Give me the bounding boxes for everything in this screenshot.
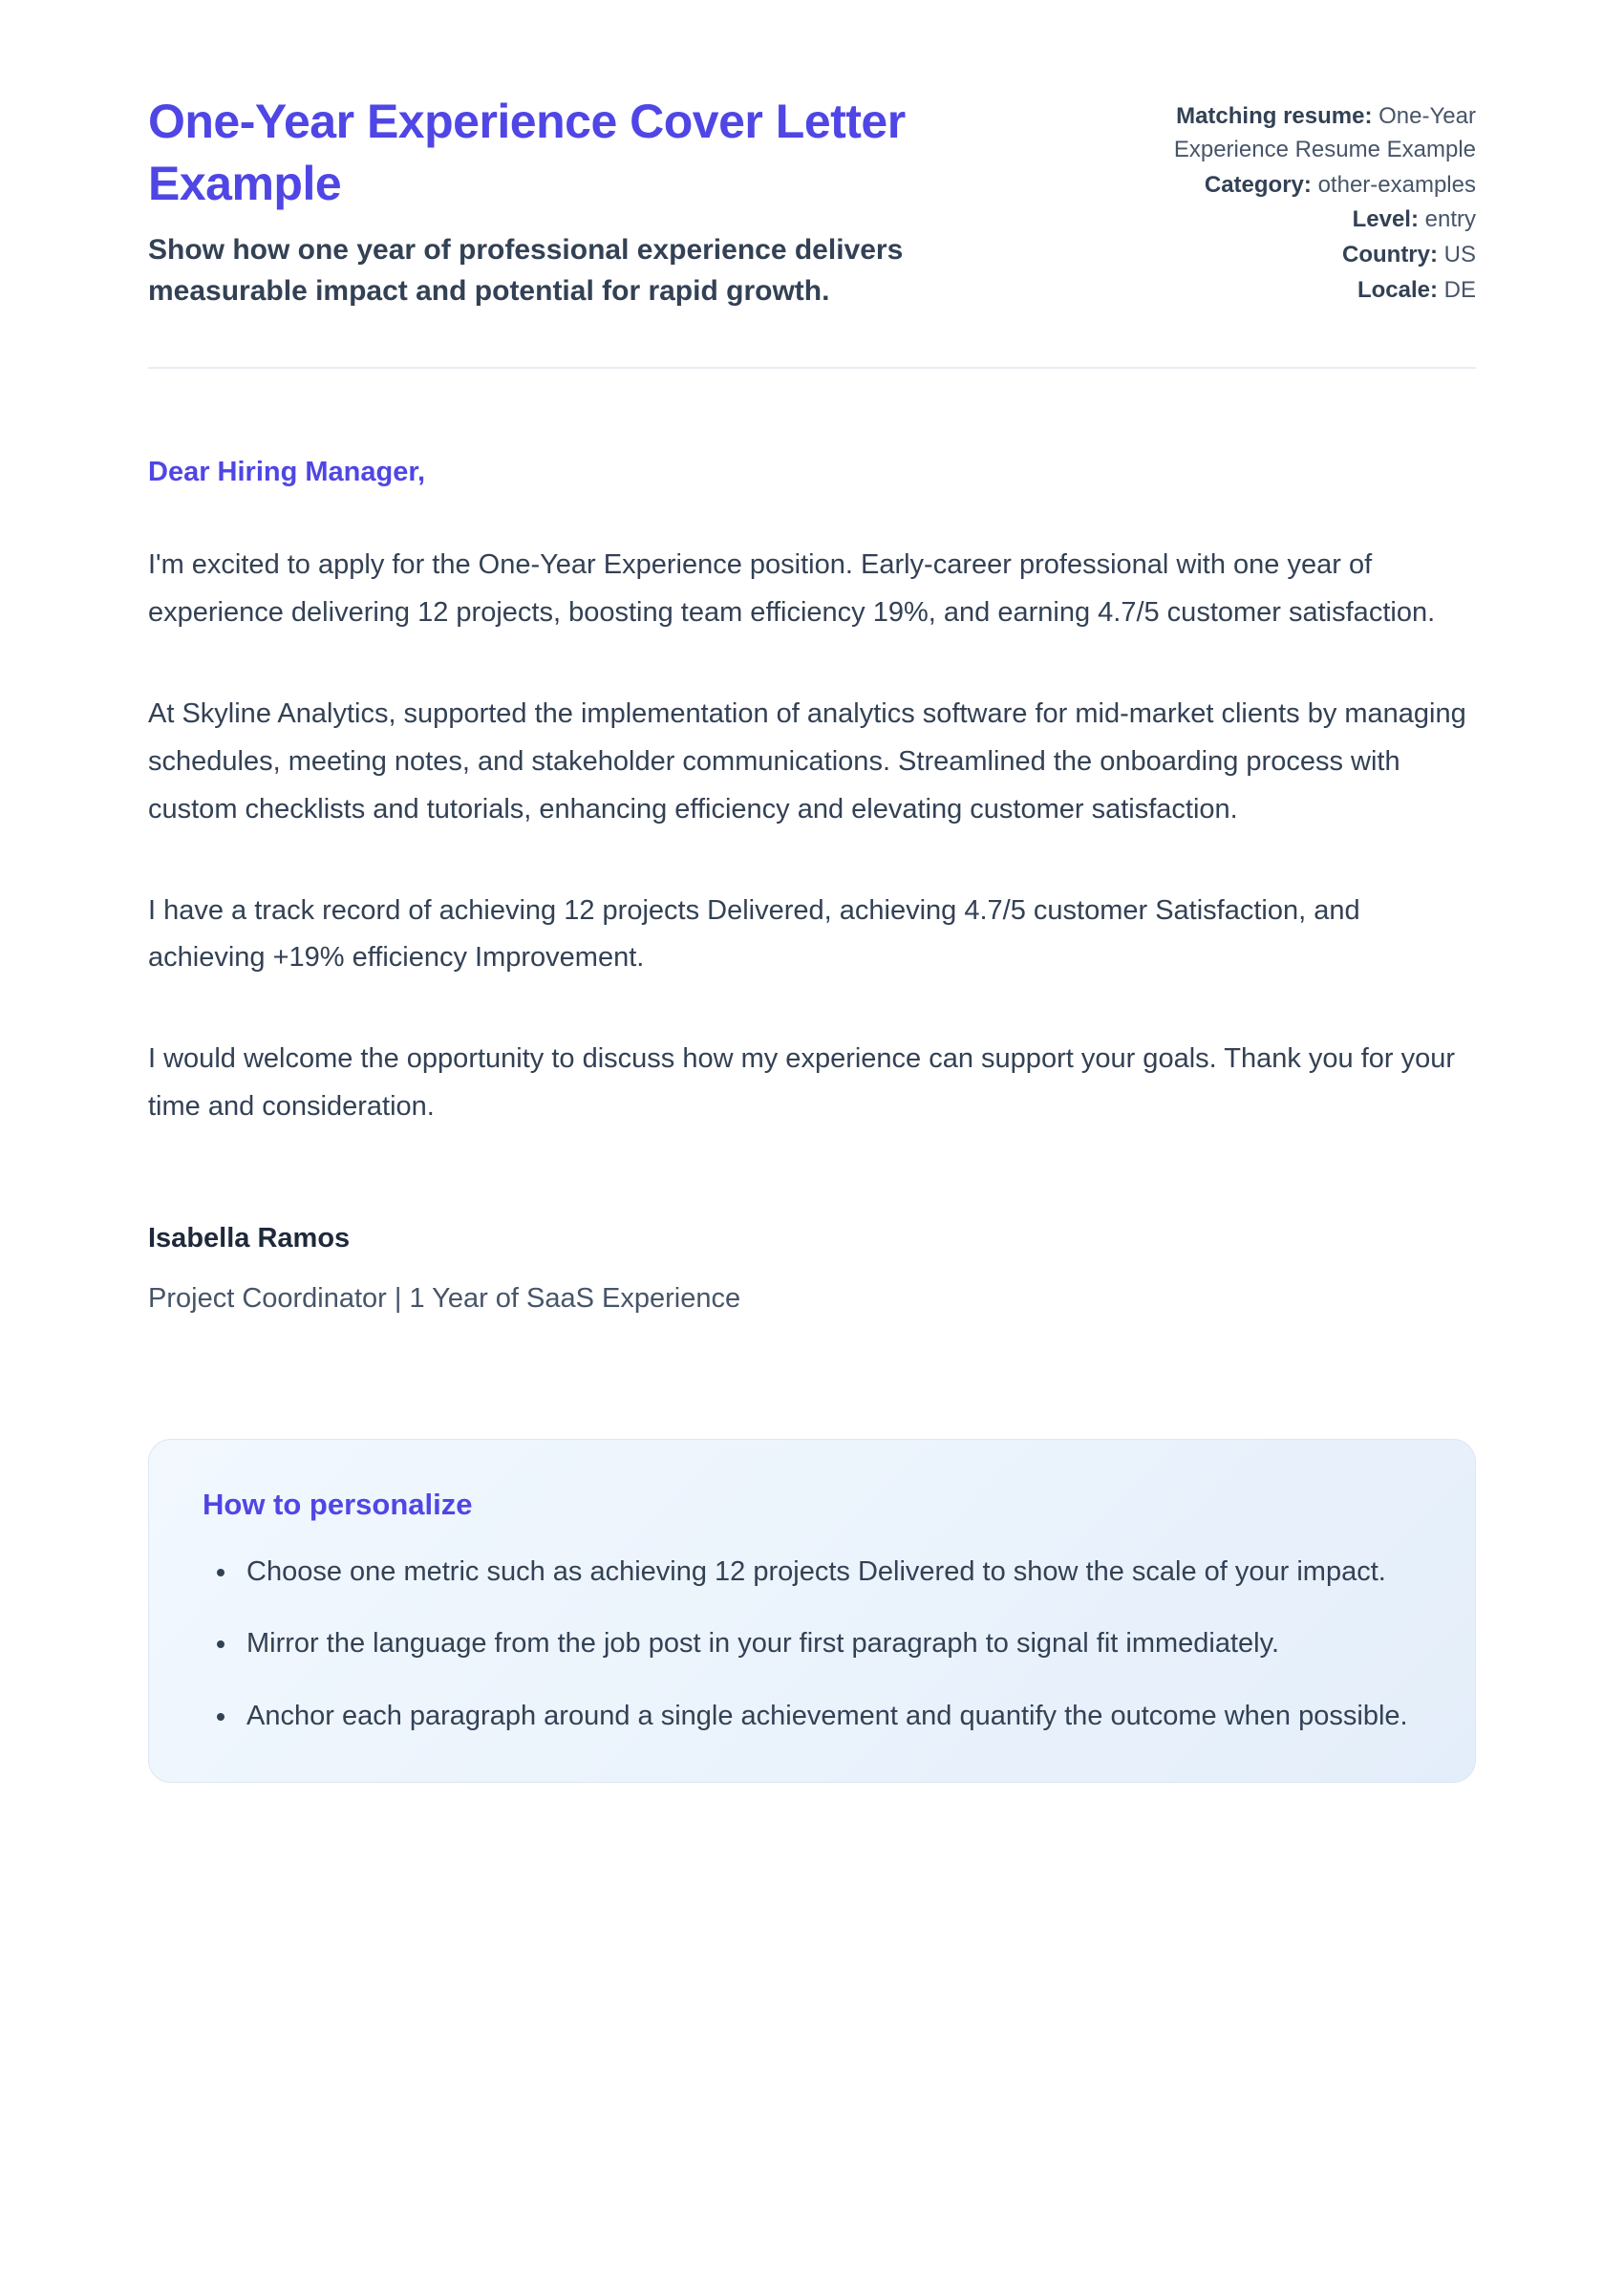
meta-row-matching-resume (1156, 100, 1476, 167)
personalize-list (203, 1549, 1421, 1740)
personalize-bullet-3: • Anchor each paragraph around a single achievement and quantify the outcome when possible. (239, 1693, 1421, 1740)
header (148, 91, 1476, 311)
meta-row-level (1156, 204, 1476, 237)
meta-value: One-Year Experience Resume Example (1173, 103, 1476, 162)
meta-row-country (1156, 239, 1476, 272)
personalize-card (148, 1439, 1476, 1783)
page-subtitle: Show how one year of professional experience delivers measurable impact and potential for rapid growth. (148, 234, 904, 307)
header-divider (148, 367, 1476, 369)
meta-row-category (1156, 169, 1476, 203)
meta-value: DE (1443, 276, 1476, 303)
personalize-bullet-1: • Choose one metric such as achieving 12 projects Delivered to show the scale of your impact. (239, 1549, 1421, 1596)
personalize-heading: How to personalize (203, 1488, 473, 1522)
meta-value: entry (1424, 206, 1476, 233)
meta-label: Country: (1342, 242, 1438, 268)
signature-title: Project Coordinator | 1 Year of SaaS Experience (148, 1283, 741, 1315)
meta-label: Matching resume: (1176, 103, 1373, 129)
salutation: Dear Hiring Manager, (148, 457, 426, 488)
meta-label: Category: (1204, 171, 1312, 198)
letter-paragraph-2: At Skyline Analytics, supported the implementation of analytics software for mid-market clients by managing schedules, meeting notes, and stakeholder communications. Streamlined the onboarding process with custom checklists and tutorials, enhancing efficiency and elevating customer satisfaction. (148, 697, 1466, 825)
meta-panel (1156, 91, 1476, 310)
meta-row-locale (1156, 274, 1476, 308)
meta-label: Level: (1352, 206, 1419, 233)
meta-value: US (1443, 242, 1476, 268)
header-title-block (148, 91, 912, 311)
letter-body (148, 457, 1476, 1315)
page-title: One-Year Experience Cover Letter Example (148, 95, 906, 210)
letter-paragraph-4: I would welcome the opportunity to discuss how my experience can support your goals. Thank you for your time and consideration. (148, 1043, 1456, 1123)
meta-value: other-examples (1317, 171, 1476, 198)
letter-paragraph-1: I'm excited to apply for the One-Year Experience position. Early-career professional with one year of experience delivering 12 projects, boosting team efficiency 19%, and earning 4.7/5 customer satisfaction. (148, 549, 1436, 629)
letter-paragraph-3: I have a track record of achieving 12 projects Delivered, achieving 4.7/5 customer Satisfaction, and achieving +19% efficiency Improvement. (148, 894, 1360, 974)
signature-name: Isabella Ramos (148, 1223, 351, 1254)
personalize-bullet-2: • Mirror the language from the job post in your first paragraph to signal fit immediately. (239, 1620, 1421, 1667)
meta-label: Locale: (1357, 276, 1438, 303)
